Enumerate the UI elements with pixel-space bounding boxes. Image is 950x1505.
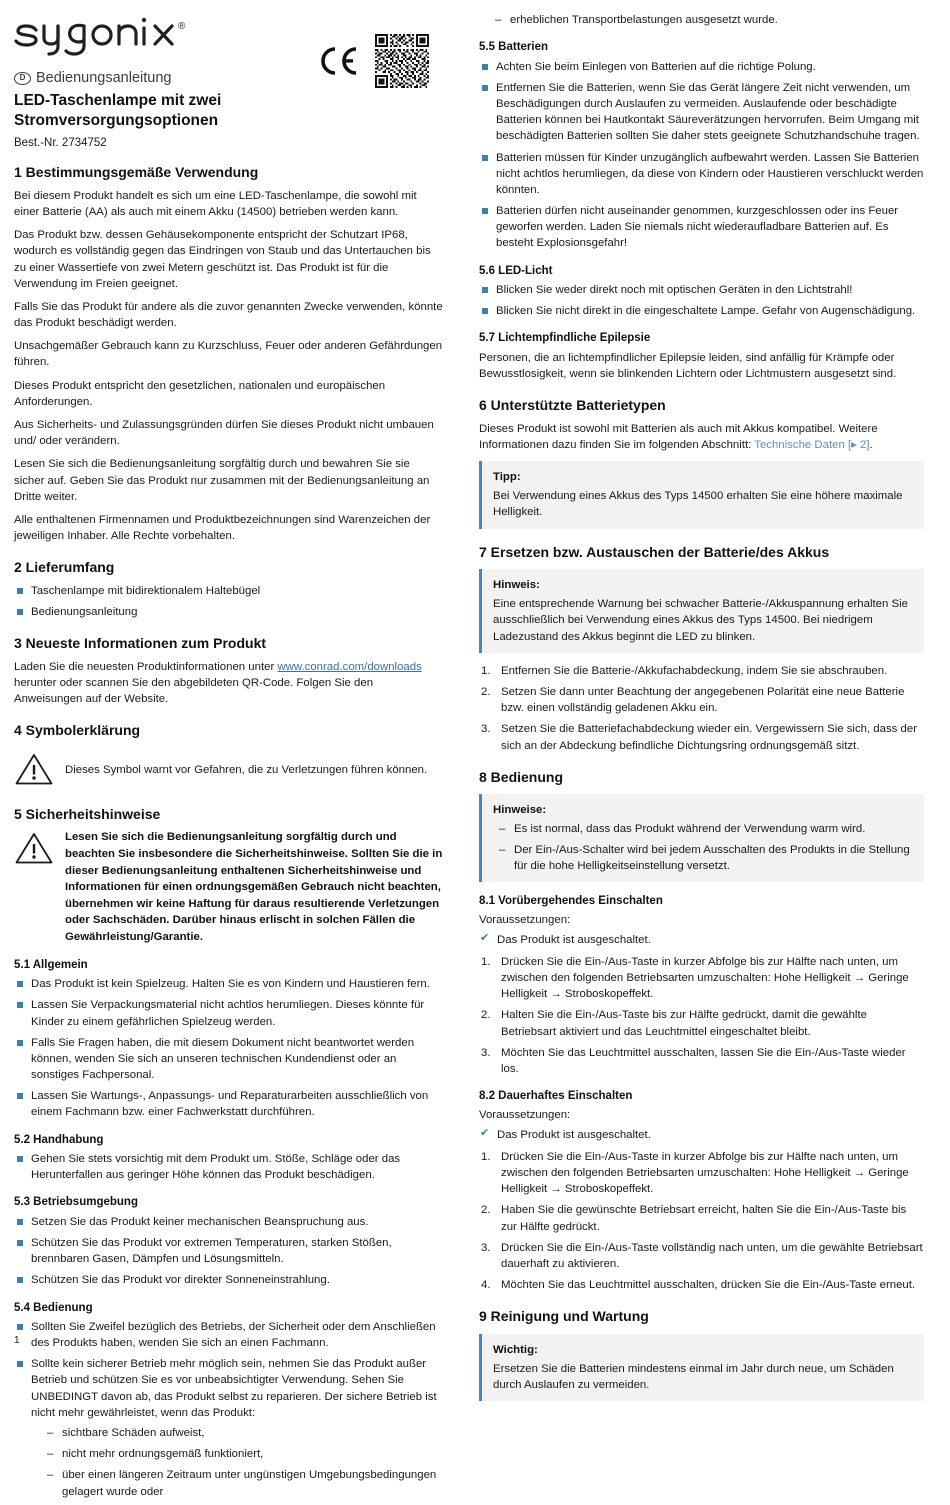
list-item: Sollten Sie Zweifel bezüglich des Betriebs, der Sicherheit oder dem Anschließen des Produkts haben, wenden Sie sich an einen Fachmann. (14, 1319, 443, 1351)
sub-list-item: – Es ist normal, dass das Produkt während der Verwendung warm wird. (499, 821, 914, 837)
text-after-xref: . (869, 438, 873, 451)
operation-safety-sublist (31, 1425, 443, 1500)
section-1-paragraph-8: Alle enthaltenen Firmennamen und Produktbezeichnungen sind Warenzeichen der jeweiligen Inhaber. Alle Rechte vorbehalten. (14, 513, 431, 543)
list-item: Taschenlampe mit bidirektionalem Haltebügel (14, 583, 443, 599)
note-label: Hinweis: (493, 579, 540, 592)
brand-block (14, 12, 314, 149)
section-1-paragraph-3: Falls Sie das Produkt für andere als die zuvor genannten Zwecke verwenden, könnte das Produkt beschädigt werden. (14, 300, 443, 330)
section-heading-3: 3 Neueste Informationen zum Produkt (14, 635, 267, 652)
list-item: Schützen Sie das Produkt vor direkter Sonneneinstrahlung. (14, 1272, 443, 1288)
list-item: Blicken Sie nicht direkt in die eingeschaltete Lampe. Gefahr von Augenschädigung. (479, 303, 924, 319)
list-item: Batterien müssen für Kinder unzugänglich aufbewahrt werden. Lassen Sie Batterien nicht achtlos herumliegen, da diese von Kindern oder Haustieren verschluckt werden könnten. (479, 150, 924, 199)
symbol-explanation-text: Dieses Symbol warnt vor Gefahren, die zu Verletzungen führen können. (65, 764, 428, 777)
battery-replacement-steps (479, 663, 924, 754)
tip-text: Bei Verwendung eines Akkus des Typs 14500 erhalten Sie eine höhere maximale Helligkeit. (493, 490, 903, 519)
text-before-xref: Dieses Produkt ist sowohl mit Batterien als auch mit Akkus kompatibel. Weitere Informationen dazu finden Sie im folgenden Abschnitt: (479, 422, 878, 451)
sub-list-item: – über einen längeren Zeitraum unter ungünstigen Umgebungsbedingungen gelagert wurde oder (47, 1467, 443, 1499)
section-heading-7: 7 Ersetzen bzw. Austauschen der Batterie/des Akkus (479, 543, 830, 560)
list-item: Setzen Sie das Produkt keiner mechanischen Beanspruchung aus. (14, 1214, 443, 1230)
list-item: Setzen Sie dann unter Beachtung der angegebenen Polarität eine neue Batterie bzw. einen vollständig geladenen Akku ein. (501, 686, 905, 715)
section-heading-5-6: 5.6 LED-Licht (479, 264, 553, 277)
symbol-explanation-row (14, 750, 443, 791)
permanent-on-steps (479, 1149, 924, 1294)
sub-list-item: – nicht mehr ordnungsgemäß funktioniert, (47, 1446, 443, 1462)
masthead (14, 12, 443, 149)
list-item: Gehen Sie stets vorsichtig mit dem Produkt um. Stöße, Schläge oder das Herunterfallen aus geringer Höhe können das Produkt beschädigen. (14, 1151, 443, 1183)
scope-of-delivery-list (14, 583, 443, 620)
section-heading-5-3: 5.3 Betriebsumgebung (14, 1196, 138, 1209)
section-heading-9: 9 Reinigung und Wartung (479, 1308, 649, 1325)
prerequisites-list-8-1 (479, 932, 924, 948)
page-number: 1 (14, 1335, 20, 1346)
section-heading-1: 1 Bestimmungsgemäße Verwendung (14, 164, 259, 181)
doc-type-line (14, 70, 314, 86)
operation-note-list (493, 821, 914, 874)
language-mark-icon: D (14, 72, 31, 85)
doc-type-label: Bedienungsanleitung (36, 70, 172, 86)
left-column (14, 12, 469, 1505)
section-heading-5-4: 5.4 Bedienung (14, 1301, 93, 1314)
operation-safety-list (14, 1319, 443, 1500)
right-column (469, 12, 924, 1505)
list-item: Drücken Sie die Ein-/Aus-Taste in kurzer Abfolge bis zur Hälfte nach unten, um zwischen den folgenden Betriebsarten umzuschalten: Hohe Helligkeit → Geringe Helligkeit → Stroboskopeffekt. (501, 1150, 909, 1196)
tip-callout-box (479, 461, 924, 529)
safety-warning-row (14, 829, 443, 945)
list-item-text: Sollte kein sicherer Betrieb mehr möglich sein, nehmen Sie das Produkt außer Betrieb und schützen Sie es vor unbeabsichtigter Verwendung. Sehen Sie UNBEDINGT davon ab, das Produkt selbst zu reparieren. Der sichere Betrieb ist nicht mehr gewährleistet, wenn das Produkt: (31, 1358, 437, 1419)
product-title-line1: LED-Taschenlampe mit zwei (14, 92, 222, 109)
list-item: Falls Sie Fragen haben, die mit diesem Dokument nicht beantwortet werden können, wenden Sie sich an unseren technischen Kundendienst oder an sonstiges Fachpersonal. (14, 1035, 443, 1084)
compliance-marks (317, 12, 443, 88)
conrad-downloads-link[interactable]: www.conrad.com/downloads (277, 660, 422, 673)
warning-triangle-icon (14, 829, 54, 870)
section-heading-5-5: 5.5 Batterien (479, 41, 549, 54)
section-1-paragraph-2: Das Produkt bzw. dessen Gehäusekomponente entspricht der Schutzart IP68, wodurch es vollständig gegen das Eindringen von Staub und das Untertauchen bis zu einer Wassertiefe von zwei Metern geschützt ist. Das Produkt ist für die Verwendung im Freien geeignet. (14, 229, 431, 290)
section-heading-8-2: 8.2 Dauerhaftes Einschalten (479, 1090, 633, 1103)
section-1-paragraph-1: Bei diesem Produkt handelt es sich um eine LED-Taschenlampe, die sowohl mit einer Batterie (AA) als auch mit einem Akku (14500) betrieben werden kann. (14, 189, 417, 218)
list-item: Lassen Sie Wartungs-, Anpassungs- und Reparaturarbeiten ausschließlich von einem Fachmann bzw. einer Fachwerkstatt durchführen. (14, 1088, 443, 1120)
list-item: Drücken Sie die Ein-/Aus-Taste vollständig nach unten, um die gewählte Betriebsart dauerhaft zu aktivieren. (501, 1241, 923, 1270)
tip-label: Tipp: (493, 471, 521, 483)
list-item: ✔ Das Produkt ist ausgeschaltet. (479, 1127, 924, 1143)
continued-sublist (479, 12, 924, 28)
section-3-paragraph (14, 659, 443, 708)
important-label: Wichtig: (493, 1343, 538, 1356)
section-heading-8: 8 Bedienung (479, 768, 564, 785)
prerequisites-label-8-2: Voraussetzungen: (479, 1109, 571, 1122)
prerequisites-list-8-2 (479, 1127, 924, 1143)
section-1-paragraph-4: Unsachgemäßer Gebrauch kann zu Kurzschluss, Feuer oder anderen Gefährdungen führen. (14, 340, 443, 369)
list-item: Möchten Sie das Leuchtmittel ausschalten, lassen Sie die Ein-/Aus-Taste wieder los. (501, 1046, 906, 1075)
product-title-line2: Stromversorgungsoptionen (14, 112, 219, 130)
order-number: Best.-Nr. 2734752 (14, 137, 107, 150)
list-item: Batterien dürfen nicht auseinander genommen, kurzgeschlossen oder ins Feuer geworfen werden. Laden Sie niemals nicht wiederaufladbare Batterien auf. Es besteht Explosionsgefahr! (479, 203, 924, 252)
section-heading-6: 6 Unterstützte Batterietypen (479, 397, 666, 414)
list-item: Entfernen Sie die Batterien, wenn Sie das Gerät längere Zeit nicht verwenden, um Beschädigungen durch Auslaufen zu vermeiden. Auslaufende oder beschädigte Batterien können bei Hautkontakt Säureverätzungen hervorrufen. Beim Umgang mit beschädigten Batterien sollten Sie daher stets geeignete Schutzhandschuhe tragen. (479, 80, 924, 145)
section-heading-2: 2 Lieferumfang (14, 559, 115, 576)
list-item: Möchten Sie das Leuchtmittel ausschalten, drücken Sie die Ein-/Aus-Taste erneut. (501, 1279, 916, 1292)
important-text: Ersetzen Sie die Batterien mindestens einmal im Jahr durch neue, um Schäden durch Auslaufen zu vermeiden. (493, 1363, 894, 1392)
product-title (14, 91, 314, 131)
sub-list-item: – sichtbare Schäden aufweist, (47, 1425, 443, 1441)
section-heading-5-2: 5.2 Handhabung (14, 1133, 104, 1146)
section-6-paragraph (479, 421, 924, 453)
temporary-on-steps (479, 954, 924, 1077)
safety-warning-text: Lesen Sie sich die Bedienungsanleitung sorgfältig durch und beachten Sie insbesondere die Sicherheitshinweise. Sollten Sie die in dieser Bedienungsanleitung enthaltenen Sicherheitshinweise und Informationen für einen ordnungsgemäßen Gebrauch nicht beachten, übernehmen wir keine Haftung für daraus resultierende Verletzungen oder Sachschäden. Darüber hinaus erlischt in solchen Fällen die Gewährleistung/Garantie. (65, 831, 443, 944)
svg-text:®: ® (178, 21, 186, 32)
prerequisites-label-8-1: Voraussetzungen: (479, 914, 571, 927)
section-heading-5: 5 Sicherheitshinweise (14, 805, 161, 822)
sygonix-logo (14, 16, 314, 58)
list-item (14, 1356, 443, 1500)
section-1-paragraph-6: Aus Sicherheits- und Zulassungsgründen dürfen Sie dieses Produkt nicht umbauen und/ oder verändern. (14, 419, 434, 448)
section-heading-5-7: 5.7 Lichtempfindliche Epilepsie (479, 332, 651, 345)
list-item: ✔ Das Produkt ist ausgeschaltet. (479, 932, 924, 948)
general-safety-list (14, 976, 443, 1121)
section-1-paragraph-7: Lesen Sie sich die Bedienungsanleitung sorgfältig durch und bewahren Sie sie sicher auf. Geben Sie das Produkt nur zusammen mit der Bedienungsanleitung an Dritte weiter. (14, 458, 430, 503)
qr-code-icon (375, 34, 429, 88)
note-callout-box-battery (479, 569, 924, 653)
list-item: Bedienungsanleitung (14, 604, 443, 620)
note-callout-box-operation (479, 794, 924, 882)
battery-safety-list (479, 59, 924, 252)
led-light-safety-list (479, 282, 924, 319)
section-5-7-paragraph: Personen, die an lichtempfindlicher Epilepsie leiden, sind anfällig für Krämpfe oder Bewusstlosigkeit, wenn sie blinkenden Lichtern oder Lichtmustern ausgesetzt sind. (479, 351, 897, 380)
important-callout-box (479, 1334, 924, 1402)
ce-mark-icon (317, 46, 359, 76)
warning-triangle-icon (14, 750, 54, 791)
section-1-paragraph-5: Dieses Produkt entspricht den gesetzlichen, nationalen und europäischen Anforderungen. (14, 379, 386, 408)
environment-safety-list (14, 1214, 443, 1289)
note-label: Hinweise: (493, 804, 547, 817)
list-item: Halten Sie die Ein-/Aus-Taste bis zur Hälfte gedrückt, damit die gewählte Betriebsart aktiviert und das Leuchtmittel eingeschaltet bleibt. (501, 1009, 867, 1038)
technical-data-crossref-link[interactable]: Technische Daten [▸ 2] (754, 438, 870, 451)
list-item: Das Produkt ist kein Spielzeug. Halten Sie es von Kindern und Haustieren fern. (14, 976, 443, 992)
section-heading-4: 4 Symbolerklärung (14, 722, 141, 739)
sub-list-item: – erheblichen Transportbelastungen ausgesetzt wurde. (495, 12, 924, 28)
section-heading-5-1: 5.1 Allgemein (14, 958, 88, 971)
list-item: Schützen Sie das Produkt vor extremen Temperaturen, starken Stößen, brennbaren Gasen, Dämpfen und Lösungsmitteln. (14, 1235, 443, 1267)
section-heading-8-1: 8.1 Vorübergehendes Einschalten (479, 895, 663, 907)
text-before-link: Laden Sie die neuesten Produktinformationen unter (14, 660, 278, 673)
text-after-link: herunter oder scannen Sie den abgebildeten QR-Code. Folgen Sie den Anweisungen auf der Website. (14, 676, 374, 706)
handling-safety-list (14, 1151, 443, 1183)
sub-list-item: – Der Ein-/Aus-Schalter wird bei jedem Ausschalten des Produkts in die Stellung für die hohe Helligkeitseinstellung versetzt. (499, 842, 914, 874)
list-item: Setzen Sie die Batteriefachabdeckung wieder ein. Vergewissern Sie sich, dass der sich an der Abdeckung befindliche Dichtungsring ordnungsgemäß sitzt. (501, 723, 917, 752)
list-item: Entfernen Sie die Batterie-/Akkufachabdeckung, indem Sie sie abschrauben. (501, 664, 888, 677)
list-item: Haben Sie die gewünschte Betriebsart erreicht, halten Sie die Ein-/Aus-Taste bis zur Hälfte gedrückt. (501, 1204, 907, 1233)
note-text: Eine entsprechende Warnung bei schwacher Batterie-/Akkuspannung erhalten Sie ausschließlich bei Verwendung eines Akkus des Typs 14500. Bei niedrigem Ladezustand des Akkus beginnt die LED zu blinken. (493, 598, 908, 643)
list-item: Blicken Sie weder direkt noch mit optischen Geräten in den Lichtstrahl! (479, 282, 924, 298)
list-item: Achten Sie beim Einlegen von Batterien auf die richtige Polung. (479, 59, 924, 75)
list-item: Lassen Sie Verpackungsmaterial nicht achtlos herumliegen. Dieses könnte für Kinder zu einem gefährlichen Spielzeug werden. (14, 997, 443, 1029)
list-item: Drücken Sie die Ein-/Aus-Taste in kurzer Abfolge bis zur Hälfte nach unten, um zwischen den folgenden Betriebsarten umzuschalten: Hohe Helligkeit → Geringe Helligkeit → Stroboskopeffekt. (501, 955, 909, 1001)
